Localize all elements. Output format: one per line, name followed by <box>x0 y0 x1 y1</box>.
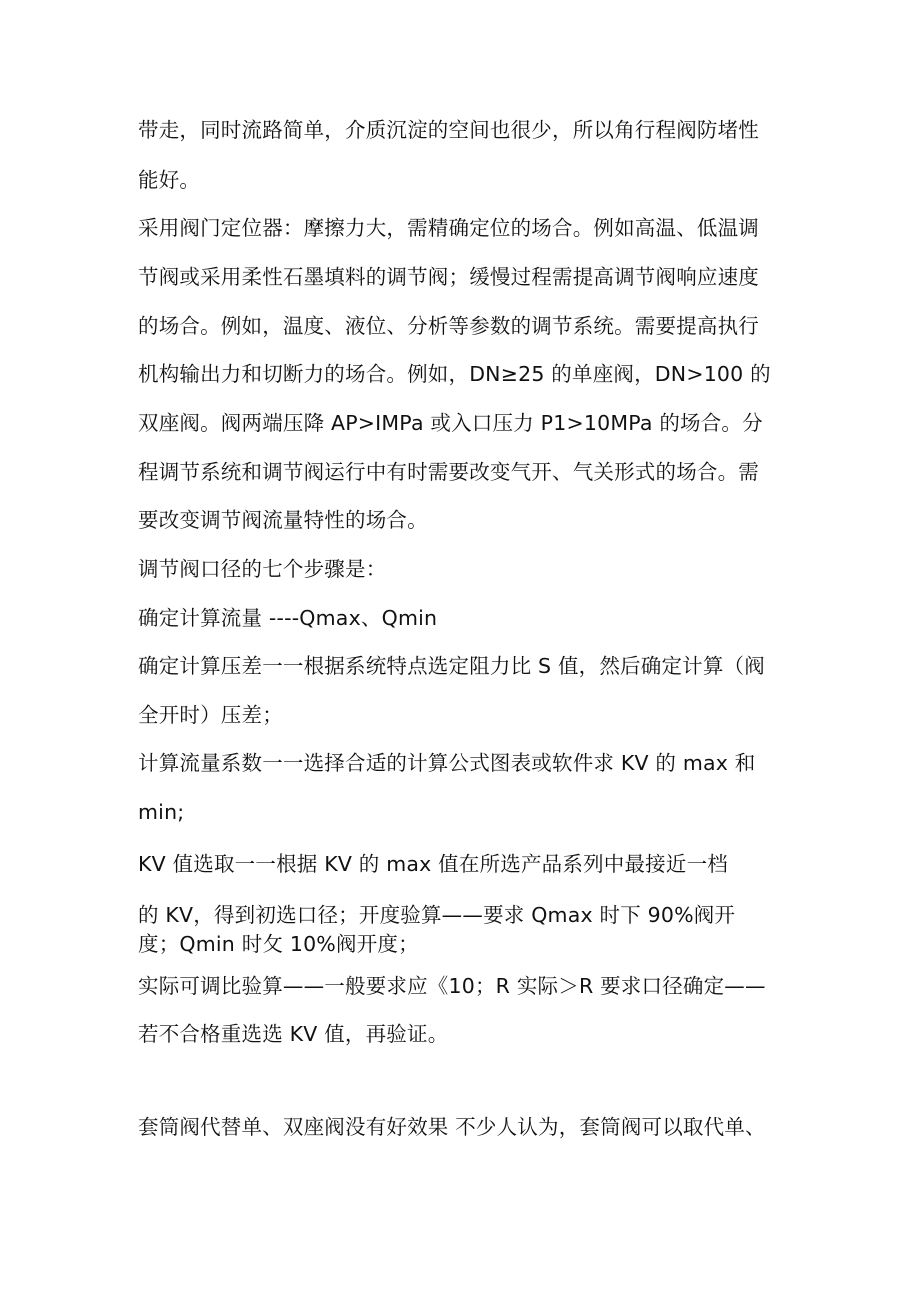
text-line-7: 双座阀。阀两端压降 AP>IMPa 或入口压力 P1>10MPa 的场合。分 <box>138 411 763 435</box>
text-line-19: 实际可调比验算——一般要求应《10；R 实际＞R 要求口径确定—— <box>138 974 766 998</box>
text-line-14: 计算流量系数一一选择合适的计算公式图表或软件求 KV 的 max 和 <box>138 751 756 775</box>
text-line-9: 要改变调节阀流量特性的场合。 <box>138 508 428 532</box>
text-line-8: 程调节系统和调节阀运行中有时需要改变气开、气关形式的场合。需 <box>138 460 759 484</box>
text-line-20: 若不合格重选选 KV 值，再验证。 <box>138 1022 449 1046</box>
text-line-5: 的场合。例如，温度、液位、分析等参数的调节系统。需要提高执行 <box>138 314 759 338</box>
text-line-17: 的 KV，得到初选口径；开度验算——要求 Qmax 时下 90%阀开 <box>138 903 736 927</box>
text-line-15: min; <box>138 800 185 824</box>
text-line-12: 确定计算压差一一根据系统特点选定阻力比 S 值，然后确定计算（阀 <box>138 654 765 678</box>
text-line-3: 采用阀门定位器：摩擦力大，需精确定位的场合。例如高温、低温调 <box>138 216 759 240</box>
text-line-18: 度；Qmin 时攵 10%阀开度； <box>138 932 419 956</box>
text-line-6: 机构输出力和切断力的场合。例如，DN≥25 的单座阀，DN>100 的 <box>138 362 771 386</box>
text-line-2: 能好。 <box>138 168 201 192</box>
text-line-1: 带走，同时流路简单，介质沉淀的空间也很少，所以角行程阀防堵性 <box>138 118 759 142</box>
text-line-13: 全开时）压差； <box>138 703 283 727</box>
text-line-21: 套筒阀代替单、双座阀没有好效果 不少人认为，套筒阀可以取代单、 <box>138 1115 766 1139</box>
text-line-16: KV 值选取一一根据 KV 的 max 值在所选产品系列中最接近一档 <box>138 852 728 876</box>
text-line-11: 确定计算流量 ----Qmax、Qmin <box>138 606 438 630</box>
text-line-4: 节阀或采用柔性石墨填料的调节阀；缓慢过程需提高调节阀响应速度 <box>138 265 759 289</box>
text-line-10: 调节阀口径的七个步骤是： <box>138 557 387 581</box>
